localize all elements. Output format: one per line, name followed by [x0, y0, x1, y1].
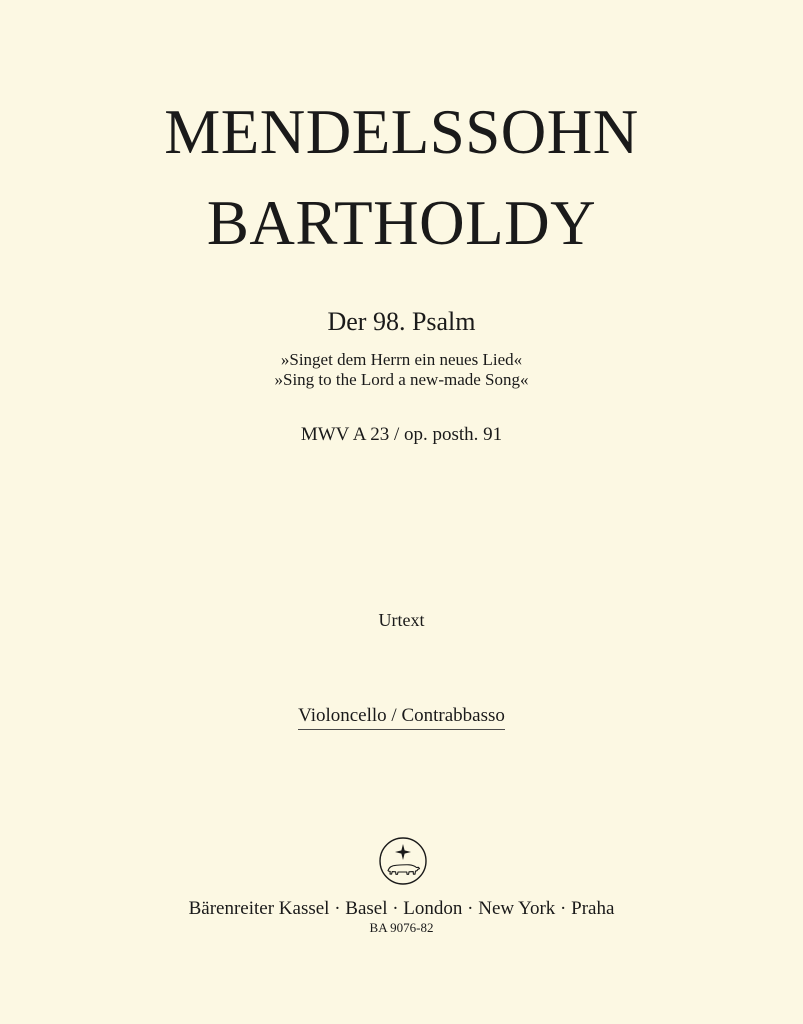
instrument-part-label: Violoncello / Contrabbasso — [298, 706, 505, 730]
publisher-catalog-number: BA 9076-82 — [369, 920, 434, 935]
baerenreiter-bear-star-logo-icon — [378, 836, 428, 886]
catalog-designation: MWV A 23 / op. posth. 91 — [300, 424, 503, 445]
subtitle-german: »Singet dem Herrn ein neues Lied« — [280, 350, 523, 369]
publisher-imprint: Bärenreiter Kassel · Basel · London · New York · Praha — [188, 898, 615, 919]
edition-type-label: Urtext — [378, 610, 425, 630]
work-title: Der 98. Psalm — [327, 307, 476, 336]
composer-name-line-1: MENDELSSOHN — [164, 97, 639, 167]
subtitle-english: »Sing to the Lord a new-made Song« — [274, 370, 529, 389]
instrument-part-container — [0, 706, 803, 730]
composer-name-line-2: BARTHOLDY — [206, 188, 597, 258]
